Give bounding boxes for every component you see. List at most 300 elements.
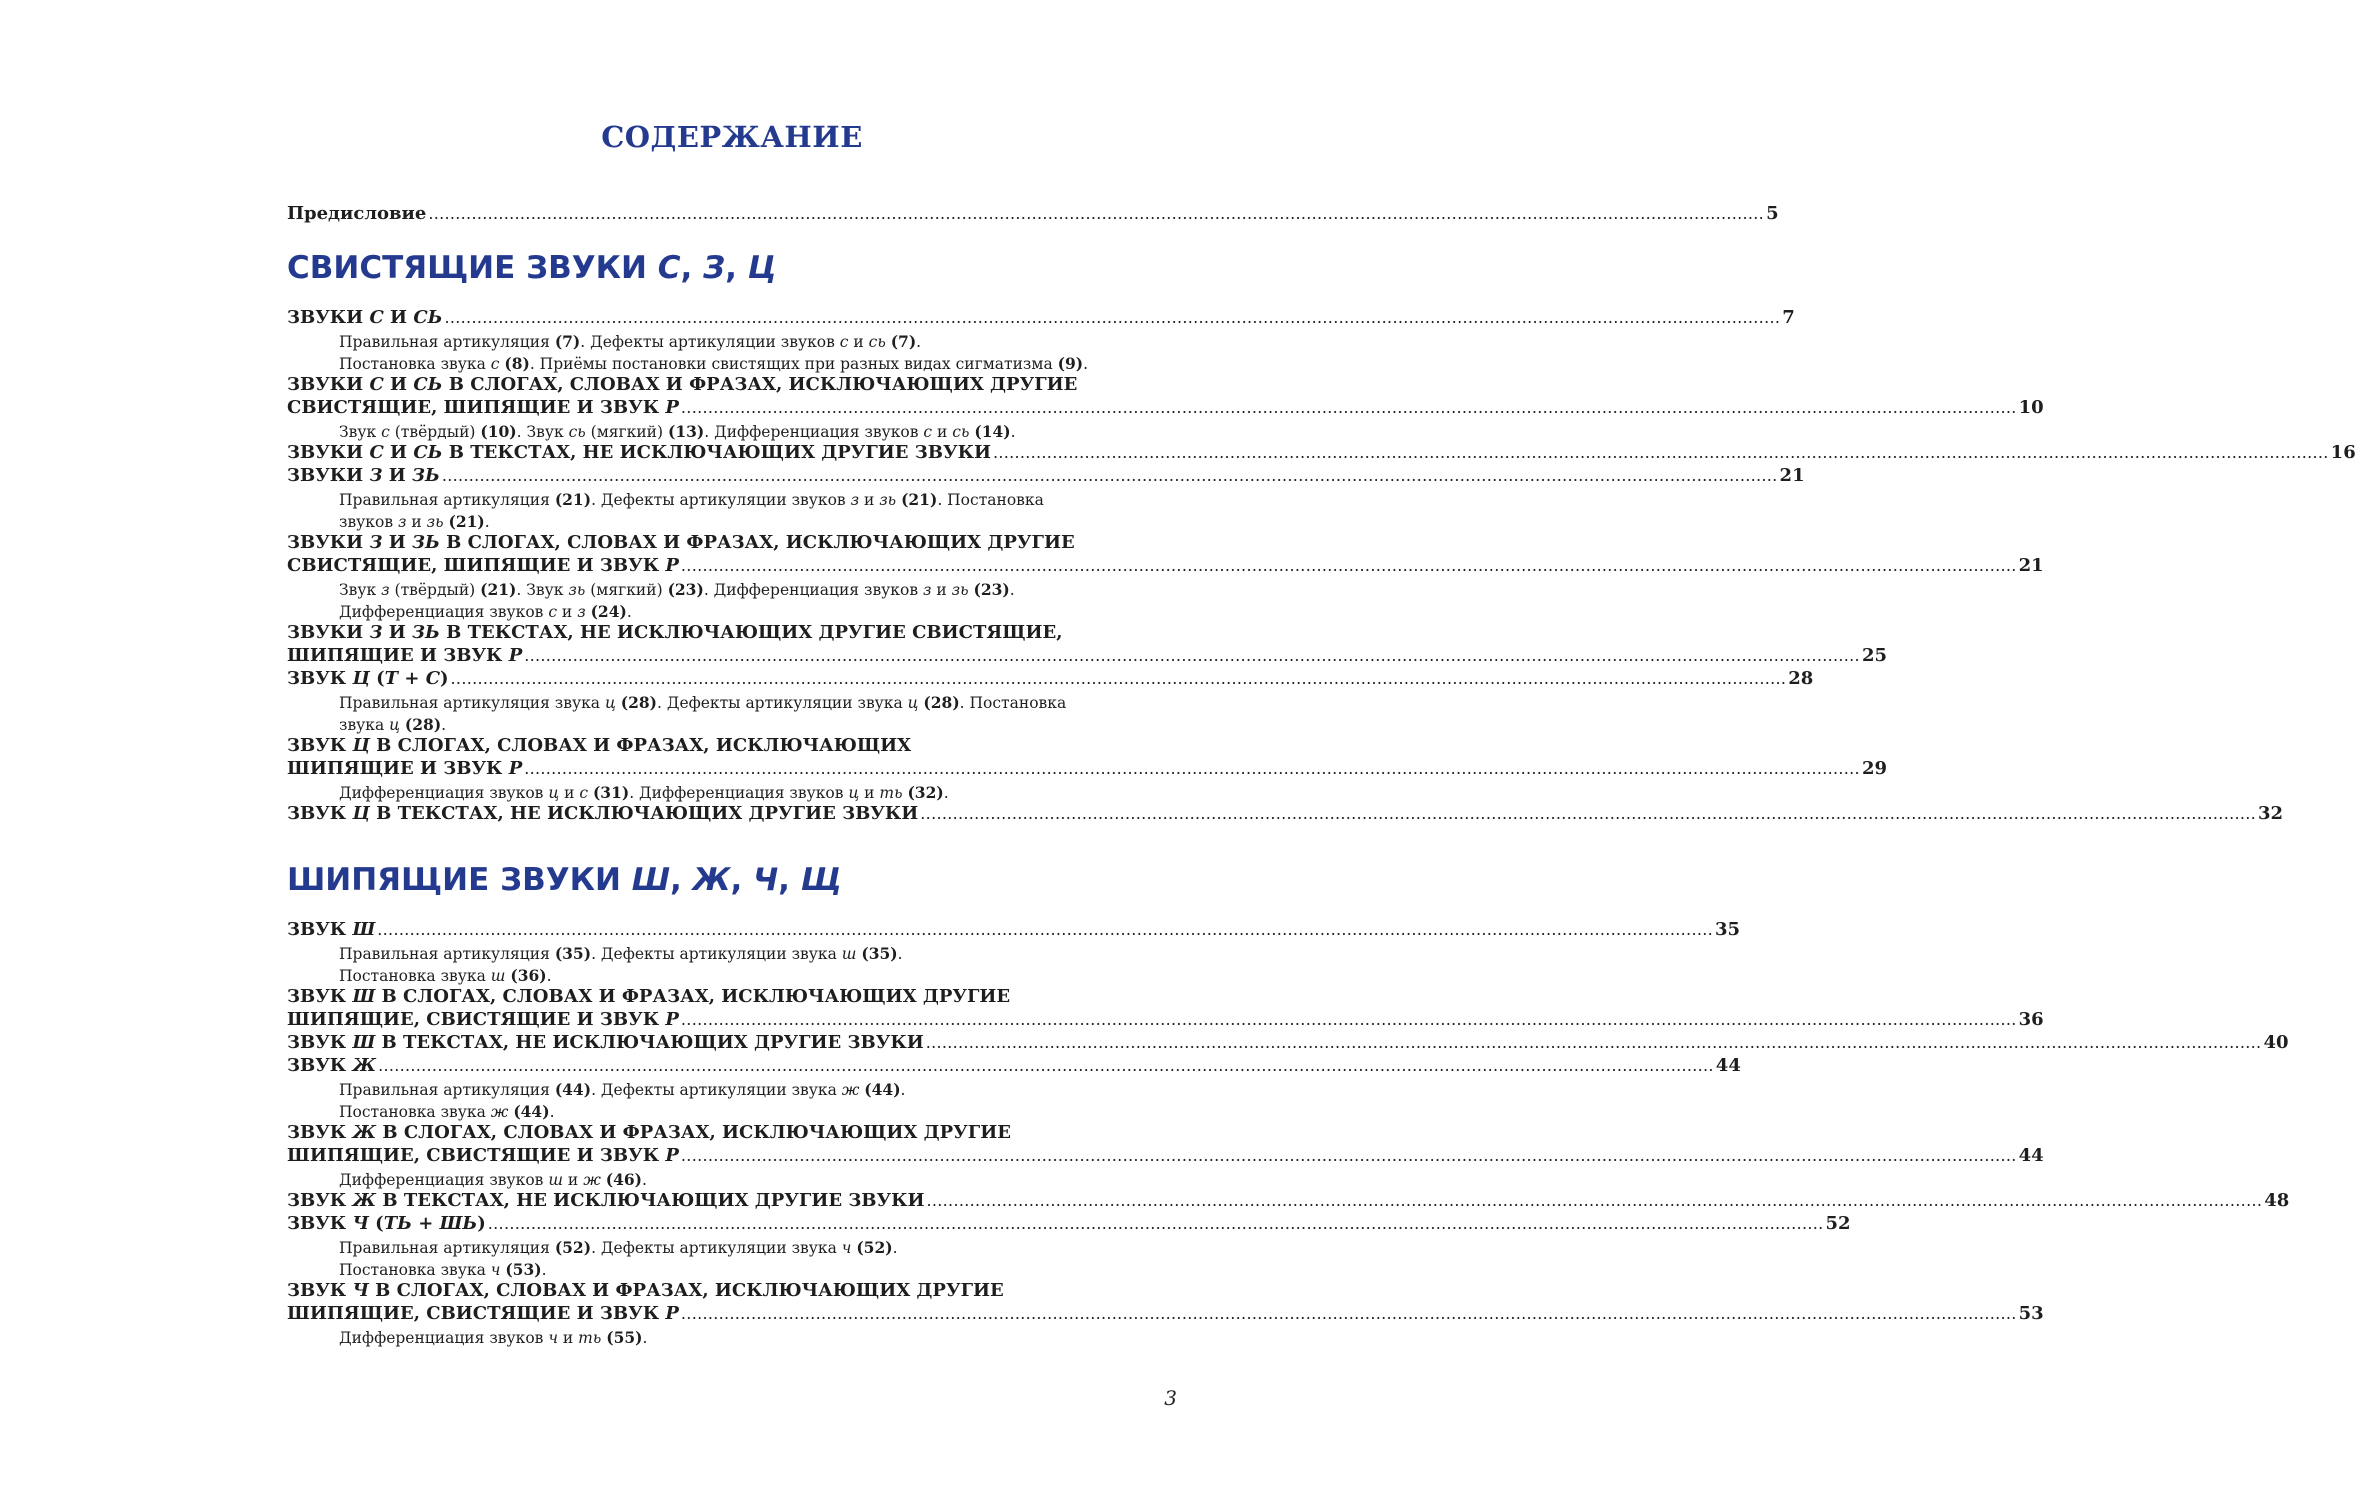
text-segment: . Дефекты артикуляции звуков	[591, 491, 851, 509]
text-segment: . Звук	[516, 423, 569, 441]
sound-letter: с	[548, 603, 557, 621]
text-segment: . Дифференциация звуков	[703, 581, 923, 599]
text-segment: В ТЕКСТАХ, НЕ ИСКЛЮЧАЮЩИХ ДРУГИЕ СВИСТЯЩИЕ,	[439, 622, 1063, 643]
text-segment: ШИПЯЩИЕ И ЗВУК	[287, 645, 509, 666]
entry-page-number: 16	[2330, 442, 2356, 463]
page-ref: (31)	[592, 783, 630, 802]
text-segment: ,	[670, 862, 693, 898]
text-segment: И	[383, 374, 414, 395]
toc-page	[287, 0, 2356, 1500]
sound-letter: с	[381, 423, 390, 441]
sound-letter: Р	[508, 645, 523, 666]
entry-subtopics	[339, 579, 1015, 601]
sound-letter: ц	[604, 694, 616, 712]
toc-entry	[287, 1009, 2044, 1031]
sound-letter: Р	[665, 555, 679, 576]
entry-title	[287, 1190, 925, 1212]
text-segment: . Дифференциация звуков	[704, 423, 924, 441]
dot-leader: ........................................................................................................................................................................................................................................................	[524, 646, 1860, 665]
page-ref: (7)	[554, 332, 581, 351]
entry-title	[287, 919, 375, 941]
sound-letter: зь	[426, 513, 444, 531]
entry-subtopics	[339, 511, 490, 533]
text-segment: (	[369, 668, 385, 689]
sound-letter: Р	[665, 397, 679, 418]
text-segment: В ТЕКСТАХ, НЕ ИСКЛЮЧАЮЩИХ ДРУГИЕ ЗВУКИ	[375, 1032, 924, 1053]
sound-letter: ш	[841, 945, 857, 963]
section-heading	[287, 862, 842, 898]
dot-leader: ........................................................................................................................................................................................................................................................	[428, 204, 1765, 223]
sound-letter: Ч	[352, 1213, 369, 1234]
toc-entry	[287, 442, 2356, 464]
sound-letter: ч	[548, 1329, 558, 1347]
entry-title	[287, 397, 679, 419]
text-segment: +	[411, 1213, 440, 1234]
sound-letter: Т	[384, 668, 399, 689]
text-segment: Звук	[339, 581, 382, 599]
text-segment: .	[892, 1239, 898, 1257]
toc-entry	[287, 803, 2284, 825]
text-segment: . Дефекты артикуляции звука	[591, 1239, 842, 1257]
text-segment: В ТЕКСТАХ, НЕ ИСКЛЮЧАЮЩИХ ДРУГИЕ ЗВУКИ	[376, 1190, 925, 1211]
entry-title	[287, 1009, 679, 1031]
text-segment: . Дефекты артикуляции звуков	[580, 333, 840, 351]
text-segment: В ТЕКСТАХ, НЕ ИСКЛЮЧАЮЩИХ ДРУГИЕ ЗВУКИ	[442, 442, 991, 463]
entry-subtopics	[339, 1169, 647, 1191]
dot-leader: ........................................................................................................................................................................................................................................................	[680, 1304, 2017, 1323]
text-segment: И	[382, 465, 412, 486]
text-segment: Постановка звука	[339, 355, 491, 373]
sound-letter: ч	[841, 1239, 852, 1257]
sound-letter: С	[369, 307, 384, 328]
sound-letter: Ж	[352, 1122, 377, 1143]
text-segment: .	[916, 333, 922, 351]
entry-subtopics	[339, 782, 949, 804]
text-segment: (твёрдый)	[389, 581, 481, 599]
entry-title	[287, 758, 522, 780]
sound-letter: ш	[490, 967, 506, 985]
text-segment: .	[1083, 355, 1088, 373]
sound-letter: ч	[490, 1261, 501, 1279]
dot-leader: ........................................................................................................................................................................................................................................................	[524, 759, 1860, 778]
text-segment: (твёрдый)	[389, 423, 481, 441]
sound-letter: Ц	[352, 735, 370, 756]
text-segment: ЗВУК	[287, 803, 353, 824]
text-segment: ЗВУКИ	[287, 465, 370, 486]
sound-letter: ж	[841, 1081, 860, 1099]
text-segment: . Звук	[516, 581, 569, 599]
page-ref: (44)	[554, 1080, 592, 1099]
sound-letter: ть	[578, 1329, 602, 1347]
entry-subtopics	[339, 489, 1044, 511]
sound-letter: Ж	[692, 862, 731, 898]
sound-letter: СЬ	[413, 307, 443, 328]
text-segment: . Постановка	[937, 491, 1044, 509]
page-ref: (28)	[620, 693, 657, 712]
text-segment: Правильная артикуляция	[339, 1081, 555, 1099]
sound-letter: з	[577, 603, 586, 621]
sound-letter: Р	[508, 758, 523, 779]
page-ref: (44)	[864, 1080, 901, 1099]
toc-entry	[287, 645, 1888, 667]
entry-title-line	[287, 986, 1010, 1008]
sound-letter: ц	[548, 784, 560, 802]
text-segment: .	[897, 945, 903, 963]
entry-subtopics	[339, 353, 1088, 375]
text-segment: Правильная артикуляция	[339, 945, 555, 963]
toc-entry	[287, 1190, 2290, 1212]
sound-letter: Щ	[800, 862, 842, 898]
entry-title-line	[287, 532, 1075, 554]
sound-letter: ш	[548, 1171, 563, 1189]
text-segment: и	[848, 333, 869, 351]
text-segment: ШИПЯЩИЕ, СВИСТЯЩИЕ И ЗВУК	[287, 1145, 666, 1166]
text-segment: . Приёмы постановки свистящих при разных видах сигматизма	[529, 355, 1058, 373]
sound-letter: з	[850, 491, 860, 509]
entry-title	[287, 1303, 679, 1325]
text-segment: ,	[725, 250, 748, 286]
text-segment: В СЛОГАХ, СЛОВАХ И ФРАЗАХ, ИСКЛЮЧАЮЩИХ ДРУГИЕ	[439, 532, 1075, 553]
sound-letter: С	[425, 668, 441, 689]
entry-page-number: 10	[2018, 397, 2044, 418]
text-segment: ЗВУКИ	[287, 442, 370, 463]
text-segment: +	[398, 668, 426, 689]
sound-letter: Ц	[352, 668, 370, 689]
text-segment: и	[406, 513, 427, 531]
entry-page-number: 25	[1861, 645, 1888, 666]
sound-letter: Ш	[631, 862, 670, 898]
text-segment: Постановка звука	[339, 967, 491, 985]
sound-letter: ц	[389, 716, 400, 734]
text-segment: ЗВУК	[287, 735, 353, 756]
entry-page-number: 21	[1779, 465, 1805, 486]
toc-entry	[287, 919, 1741, 941]
sound-letter: С	[657, 250, 681, 286]
entry-title	[287, 1213, 486, 1235]
entry-page-number: 28	[1788, 668, 1814, 689]
entry-subtopics	[339, 943, 903, 965]
entry-page-number: 48	[2264, 1190, 2290, 1211]
page-ref: (53)	[505, 1260, 542, 1279]
text-segment: . Дефекты артикуляции звука	[591, 1081, 842, 1099]
sound-letter: с	[579, 784, 589, 802]
entry-subtopics	[339, 331, 921, 353]
sound-letter: зь	[951, 581, 969, 599]
text-segment: звука	[339, 716, 390, 734]
sound-letter: З	[703, 250, 726, 286]
entry-page-number: 35	[1715, 919, 1741, 940]
text-segment: И	[382, 532, 412, 553]
dot-leader: ........................................................................................................................................................................................................................................................	[378, 1056, 1714, 1075]
page-ref: (24)	[590, 602, 627, 621]
text-segment: . Дифференциация звуков	[629, 784, 849, 802]
entry-title	[287, 1145, 679, 1167]
text-segment: .	[642, 1329, 648, 1347]
text-segment: Постановка звука	[339, 1103, 491, 1121]
sound-letter: Ш	[352, 919, 376, 940]
text-segment: В СЛОГАХ, СЛОВАХ И ФРАЗАХ, ИСКЛЮЧАЮЩИХ ДРУГИЕ	[442, 374, 1078, 395]
sound-letter: СЬ	[413, 374, 443, 395]
text-segment: И	[382, 622, 412, 643]
text-segment: (	[368, 1213, 384, 1234]
text-segment: ЗВУК	[287, 1122, 353, 1143]
page-ref: (10)	[480, 422, 517, 441]
text-segment: ,	[680, 250, 704, 286]
text-segment: и	[557, 603, 578, 621]
toc-entry	[287, 203, 1779, 225]
entry-page-number: 32	[2258, 803, 2284, 824]
entry-subtopics	[339, 601, 632, 623]
entry-subtopics	[339, 714, 446, 736]
entry-title	[287, 645, 522, 667]
sound-letter: З	[369, 622, 383, 643]
text-segment: .	[441, 716, 447, 734]
text-segment: ЗВУК	[287, 986, 353, 1007]
text-segment: .	[1009, 581, 1015, 599]
page-ref: (44)	[513, 1102, 550, 1121]
entry-page-number: 36	[2018, 1009, 2044, 1030]
sound-letter: сь	[868, 333, 886, 351]
page-ref: (23)	[973, 580, 1010, 599]
dot-leader: ........................................................................................................................................................................................................................................................	[680, 398, 2017, 417]
text-segment: В СЛОГАХ, СЛОВАХ И ФРАЗАХ, ИСКЛЮЧАЮЩИХ ДРУГИЕ	[376, 1122, 1011, 1143]
entry-subtopics	[339, 692, 1066, 714]
text-segment: ЗВУКИ	[287, 622, 370, 643]
text-segment: Постановка звука	[339, 1261, 491, 1279]
entry-page-number: 29	[1861, 758, 1888, 779]
text-segment: ЗВУК	[287, 1190, 353, 1211]
dot-leader: ........................................................................................................................................................................................................................................................	[444, 308, 1781, 327]
text-segment: ЗВУКИ	[287, 374, 370, 395]
text-segment: . Постановка	[959, 694, 1067, 712]
sound-letter: з	[397, 513, 407, 531]
dot-leader: ........................................................................................................................................................................................................................................................	[992, 443, 2329, 462]
text-segment: . Дефекты артикуляции звука	[591, 945, 842, 963]
sound-letter: Ц	[352, 803, 370, 824]
page-ref: (28)	[404, 715, 442, 734]
toc-entry	[287, 1145, 2044, 1167]
dot-leader: ........................................................................................................................................................................................................................................................	[680, 1010, 2017, 1029]
sound-letter: зь	[568, 581, 586, 599]
sound-letter: ц	[848, 784, 860, 802]
sound-letter: Р	[665, 1145, 679, 1166]
entry-page-number: 53	[2018, 1303, 2044, 1324]
text-segment: .	[1010, 423, 1016, 441]
text-segment: ШИПЯЩИЕ И ЗВУК	[287, 758, 509, 779]
sound-letter: ЗЬ	[411, 622, 440, 643]
sound-letter: ж	[583, 1171, 601, 1189]
sound-letter: З	[369, 532, 383, 553]
entry-title	[287, 307, 443, 329]
text-segment: Дифференциация звуков	[339, 603, 549, 621]
text-segment: и	[932, 423, 953, 441]
text-segment: ,	[730, 862, 754, 898]
text-segment: (мягкий)	[585, 423, 668, 441]
text-segment: звуков	[339, 513, 398, 531]
toc-entry	[287, 397, 2044, 419]
text-segment: ЗВУК	[287, 668, 353, 689]
sound-letter: З	[369, 465, 383, 486]
text-segment: ЗВУК	[287, 1213, 353, 1234]
page-ref: (8)	[504, 354, 530, 373]
page-ref: (23)	[667, 580, 704, 599]
text-segment: .	[642, 1171, 647, 1189]
sound-letter: ЗЬ	[411, 465, 440, 486]
text-segment: и	[859, 784, 880, 802]
sound-letter: Ж	[352, 1190, 377, 1211]
page-title: СОДЕРЖАНИЕ	[601, 120, 863, 154]
sound-letter: ц	[907, 694, 919, 712]
dot-leader: ........................................................................................................................................................................................................................................................	[920, 804, 2257, 823]
entry-page-number: 7	[1782, 307, 1795, 328]
sound-letter: Р	[665, 1009, 679, 1030]
page-ref: (52)	[554, 1238, 592, 1257]
dot-leader: ........................................................................................................................................................................................................................................................	[441, 466, 1778, 485]
entry-subtopics	[339, 1327, 647, 1349]
dot-leader: ........................................................................................................................................................................................................................................................	[450, 669, 1787, 688]
text-segment: .	[943, 784, 949, 802]
entry-title-line	[287, 1122, 1011, 1144]
page-ref: (32)	[907, 783, 944, 802]
entry-title	[287, 668, 449, 690]
text-segment: )	[477, 1213, 486, 1234]
entry-title-line	[287, 735, 911, 757]
text-segment: ЗВУК	[287, 1032, 353, 1053]
dot-leader: ........................................................................................................................................................................................................................................................	[925, 1033, 2262, 1052]
page-ref: (14)	[974, 422, 1011, 441]
text-segment: В ТЕКСТАХ, НЕ ИСКЛЮЧАЮЩИХ ДРУГИЕ ЗВУКИ	[369, 803, 919, 824]
entry-title-line	[287, 374, 1077, 396]
text-segment: Звук	[339, 423, 382, 441]
text-segment: и	[557, 1329, 579, 1347]
text-segment: ЗВУК	[287, 919, 353, 940]
sound-letter: Ш	[352, 1032, 376, 1053]
page-ref: (36)	[510, 966, 547, 985]
entry-title	[287, 1032, 924, 1054]
page-ref: (46)	[605, 1170, 642, 1189]
sound-letter: Ж	[352, 1055, 377, 1076]
page-ref: (55)	[606, 1328, 643, 1347]
entry-page-number: 44	[1715, 1055, 1741, 1076]
sound-letter: С	[369, 374, 384, 395]
entry-subtopics	[339, 1259, 547, 1281]
sound-letter: С	[369, 442, 384, 463]
text-segment: и	[859, 491, 880, 509]
dot-leader: ........................................................................................................................................................................................................................................................	[680, 1146, 2017, 1165]
entry-title: Предисловие	[287, 203, 427, 224]
text-segment: СВИСТЯЩИЕ, ШИПЯЩИЕ И ЗВУК	[287, 555, 666, 576]
sound-letter: зь	[879, 491, 897, 509]
page-ref: (35)	[554, 944, 592, 963]
text-segment: .	[484, 513, 490, 531]
sound-letter: ТЬ	[383, 1213, 412, 1234]
sound-letter: с	[839, 333, 849, 351]
sound-letter: ж	[490, 1103, 509, 1121]
text-segment: В СЛОГАХ, СЛОВАХ И ФРАЗАХ, ИСКЛЮЧАЮЩИХ ДРУГИЕ	[368, 1280, 1004, 1301]
text-segment: В СЛОГАХ, СЛОВАХ И ФРАЗАХ, ИСКЛЮЧАЮЩИХ	[369, 735, 912, 756]
text-segment: .	[541, 1261, 547, 1279]
text-segment: )	[440, 668, 449, 689]
entry-page-number: 44	[2018, 1145, 2044, 1166]
entry-title	[287, 803, 918, 825]
sound-letter: Ч	[352, 1280, 369, 1301]
toc-entry	[287, 307, 1795, 329]
sound-letter: з	[381, 581, 390, 599]
text-segment: Правильная артикуляция	[339, 491, 555, 509]
entry-subtopics	[339, 1237, 898, 1259]
entry-subtopics	[339, 1101, 555, 1123]
text-segment: и	[563, 1171, 584, 1189]
sound-letter: СЬ	[413, 442, 443, 463]
sound-letter: сь	[568, 423, 586, 441]
entry-subtopics	[339, 965, 552, 987]
text-segment: .	[546, 967, 552, 985]
text-segment: и	[559, 784, 580, 802]
dot-leader: ........................................................................................................................................................................................................................................................	[377, 920, 1713, 939]
text-segment: . Дефекты артикуляции звука	[656, 694, 908, 712]
page-ref: (9)	[1057, 354, 1084, 373]
text-segment: (мягкий)	[585, 581, 668, 599]
toc-entry	[287, 1032, 2289, 1054]
toc-entry	[287, 465, 1805, 487]
toc-entry	[287, 758, 1888, 780]
text-segment: Правильная артикуляция	[339, 333, 555, 351]
page-ref: (21)	[480, 580, 517, 599]
entry-title	[287, 442, 991, 464]
text-segment: Дифференциация звуков	[339, 1171, 549, 1189]
page-ref: (7)	[890, 332, 917, 351]
sound-letter: ть	[879, 784, 903, 802]
page-ref: (35)	[861, 944, 898, 963]
sound-letter: Ц	[747, 250, 777, 286]
text-segment: ШИПЯЩИЕ ЗВУКИ	[287, 862, 632, 898]
sound-letter: Р	[665, 1303, 679, 1324]
page-ref: (28)	[923, 693, 960, 712]
sound-letter: сь	[952, 423, 970, 441]
toc-entry	[287, 668, 1814, 690]
text-segment: ЗВУКИ	[287, 532, 370, 553]
text-segment: ШИПЯЩИЕ, СВИСТЯЩИЕ И ЗВУК	[287, 1303, 666, 1324]
dot-leader: ........................................................................................................................................................................................................................................................	[487, 1214, 1824, 1233]
toc-entry	[287, 555, 2044, 577]
sound-letter: Ш	[352, 986, 376, 1007]
page-ref: (21)	[901, 490, 938, 509]
text-segment: ,	[778, 862, 801, 898]
page-ref: (13)	[668, 422, 705, 441]
entry-page-number: 5	[1766, 203, 1779, 224]
text-segment: и	[931, 581, 952, 599]
text-segment: .	[626, 603, 632, 621]
text-segment: Правильная артикуляция звука	[339, 694, 605, 712]
entry-title-line	[287, 1280, 1004, 1302]
entry-title-line	[287, 622, 1062, 644]
sound-letter: ЗЬ	[411, 532, 440, 553]
page-ref: (21)	[554, 490, 592, 509]
sound-letter: с	[490, 355, 500, 373]
dot-leader: ........................................................................................................................................................................................................................................................	[926, 1191, 2263, 1210]
sound-letter: ШЬ	[439, 1213, 478, 1234]
sound-letter: с	[923, 423, 933, 441]
text-segment: И	[383, 307, 414, 328]
text-segment: .	[900, 1081, 906, 1099]
text-segment: ЗВУК	[287, 1280, 353, 1301]
text-segment: В СЛОГАХ, СЛОВАХ И ФРАЗАХ, ИСКЛЮЧАЮЩИХ ДРУГИЕ	[375, 986, 1011, 1007]
text-segment: Дифференциация звуков	[339, 1329, 549, 1347]
entry-page-number: 40	[2263, 1032, 2289, 1053]
section-heading	[287, 250, 776, 286]
page-ref: (21)	[448, 512, 485, 531]
dot-leader: ........................................................................................................................................................................................................................................................	[680, 556, 2017, 575]
